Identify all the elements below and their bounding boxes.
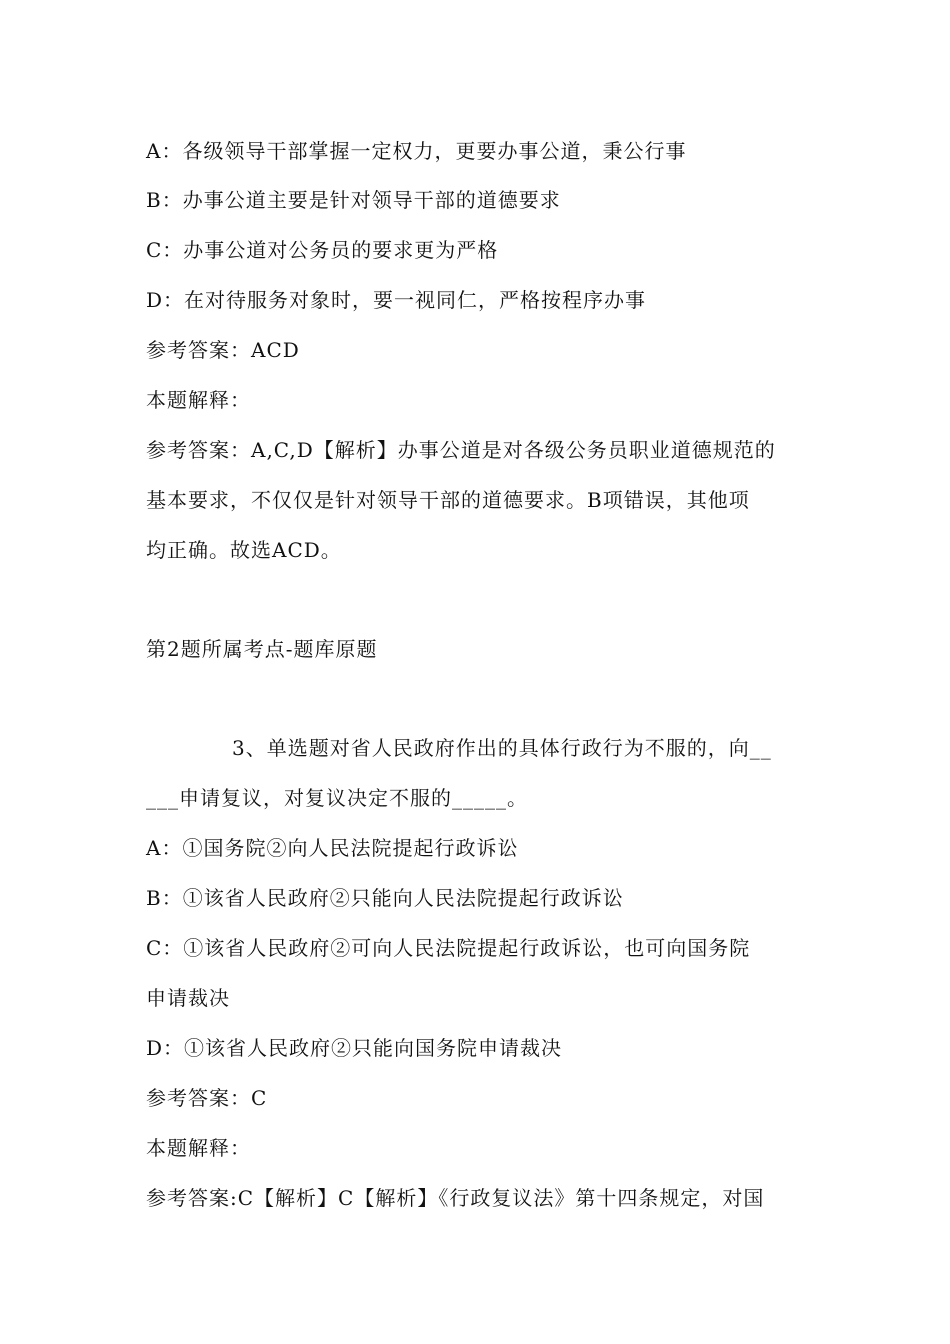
q3-question-line: ___申请复议，对复议决定不服的_____。 [146,786,528,810]
q3-explain-line: 参考答案:C【解析】C【解析】《行政复议法》第十四条规定，对国 [146,1186,765,1210]
q3-option-c-cont: 申请裁决 [146,986,230,1010]
q2-explain-line: 参考答案：A,C,D【解析】办事公道是对各级公务员职业道德规范的 [146,438,776,462]
q2-option-b: B：办事公道主要是针对领导干部的道德要求 [146,188,561,212]
q2-option-a: A：各级领导干部掌握一定权力，更要办事公道，秉公行事 [146,139,687,163]
q3-question-line: 3、单选题对省人民政府作出的具体行政行为不服的，向__ [232,736,772,760]
q3-option-d: D：①该省人民政府②只能向国务院申请裁决 [146,1036,563,1060]
q2-topic: 第2题所属考点-题库原题 [146,637,378,661]
q3-answer: 参考答案：C [146,1086,268,1110]
q3-option-a: A：①国务院②向人民法院提起行政诉讼 [146,836,519,860]
q2-explain-line: 基本要求，不仅仅是针对领导干部的道德要求。B项错误，其他项 [146,488,750,512]
q3-option-c: C：①该省人民政府②可向人民法院提起行政诉讼，也可向国务院 [146,936,751,960]
q2-answer: 参考答案：ACD [146,338,300,362]
q2-option-d: D：在对待服务对象时，要一视同仁，严格按程序办事 [146,288,647,312]
q2-option-c: C：办事公道对公务员的要求更为严格 [146,238,499,262]
q3-explain-label: 本题解释： [146,1136,251,1160]
q2-explain-label: 本题解释： [146,388,251,412]
q2-explain-line: 均正确。故选ACD。 [146,538,342,562]
q3-option-b: B：①该省人民政府②只能向人民法院提起行政诉讼 [146,886,624,910]
